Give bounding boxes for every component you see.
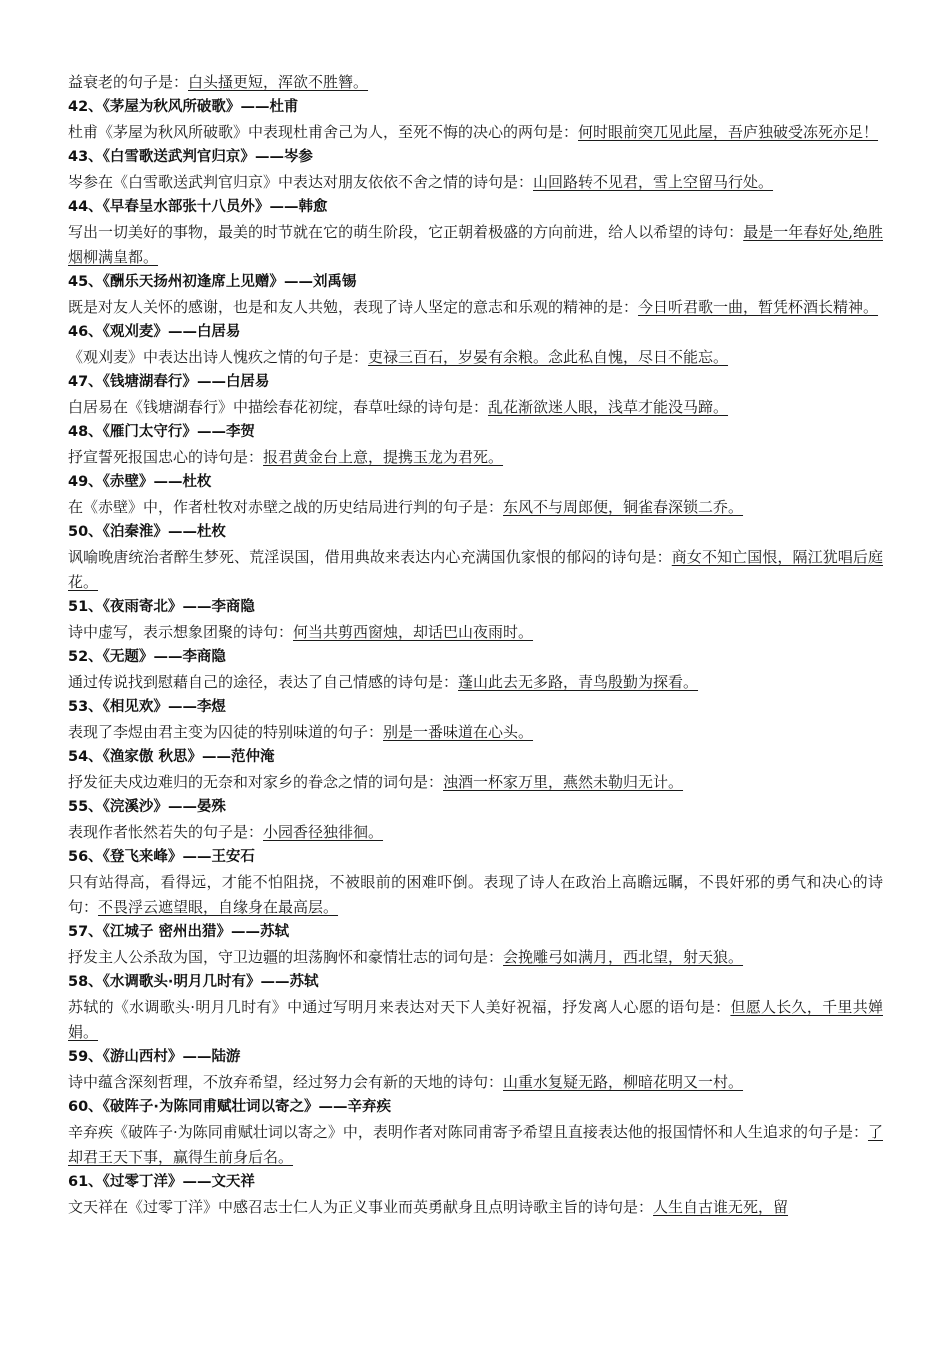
question-text: 通过传说找到慰藉自己的途径，表达了自己情感的诗句是： bbox=[68, 673, 459, 691]
entry-question bbox=[68, 345, 883, 370]
poem-title: 《赤壁》 bbox=[102, 474, 154, 490]
entry-question bbox=[68, 70, 883, 95]
entry-question bbox=[68, 770, 883, 795]
poem-author: ——岑参 bbox=[254, 149, 313, 165]
entry-question bbox=[68, 1070, 883, 1095]
entry-question bbox=[68, 545, 883, 595]
entry-number: 59、 bbox=[68, 1049, 103, 1065]
entry-heading bbox=[68, 195, 883, 220]
poem-title: 《登飞来峰》 bbox=[102, 849, 183, 865]
entry-question bbox=[68, 1120, 883, 1170]
poem-author: ——白居易 bbox=[196, 374, 270, 390]
entry-number: 50、 bbox=[68, 524, 103, 540]
poem-author: ——杜枚 bbox=[167, 524, 226, 540]
answer-text: 何当共剪西窗烛，却话巴山夜雨时。 bbox=[293, 623, 534, 641]
question-text: 辛弃疾《破阵子·为陈同甫赋壮词以寄之》中，表明作者对陈同甫寄予希望且直接表达他的报国情怀和人生追求的句子是： bbox=[68, 1123, 868, 1141]
poem-title: 《钱塘湖春行》 bbox=[102, 374, 197, 390]
poem-author: ——刘禹锡 bbox=[283, 274, 357, 290]
entry-question bbox=[68, 120, 883, 145]
entry-number: 56、 bbox=[68, 849, 103, 865]
question-text: 益衰老的句子是： bbox=[68, 73, 189, 91]
entry-heading bbox=[68, 845, 883, 870]
entry-question bbox=[68, 495, 883, 520]
poem-title: 《雁门太守行》 bbox=[102, 424, 197, 440]
question-text: 写出一切美好的事物，最美的时节就在它的萌生阶段，它正朝着极盛的方向前进，给人以希望的诗句： bbox=[68, 223, 744, 241]
entry-heading bbox=[68, 1045, 883, 1070]
answer-text: 报君黄金台上意，提携玉龙为君死。 bbox=[263, 448, 504, 466]
answer-text: 吏禄三百石，岁晏有余粮。念此私自愧，尽日不能忘。 bbox=[368, 348, 729, 366]
entry-question bbox=[68, 445, 883, 470]
poem-title: 《江城子 密州出猎》 bbox=[102, 924, 231, 940]
question-text: 岑参在《白雪歌送武判官归京》中表达对朋友依依不舍之情的诗句是： bbox=[68, 173, 534, 191]
entry-question bbox=[68, 170, 883, 195]
entry-heading bbox=[68, 320, 883, 345]
entry-heading bbox=[68, 920, 883, 945]
entry-number: 47、 bbox=[68, 374, 103, 390]
entry-number: 57、 bbox=[68, 924, 103, 940]
poem-author: ——李商隐 bbox=[153, 649, 226, 665]
answer-text: 商女不知亡国恨，隔江犹唱后庭花。 bbox=[68, 548, 883, 591]
entry-question bbox=[68, 720, 883, 745]
poem-title: 《早春呈水部张十八员外》 bbox=[102, 199, 270, 215]
poem-title: 《酬乐天扬州初逢席上见赠》 bbox=[102, 274, 284, 290]
entry-number: 54、 bbox=[68, 749, 103, 765]
entry-heading bbox=[68, 420, 883, 445]
entry-number: 46、 bbox=[68, 324, 103, 340]
answer-text: 白头搔更短，浑欲不胜簪。 bbox=[188, 73, 369, 91]
entry-number: 49、 bbox=[68, 474, 103, 490]
entry-heading bbox=[68, 370, 883, 395]
entry-heading bbox=[68, 645, 883, 670]
entry-heading bbox=[68, 145, 883, 170]
question-text: 《观刈麦》中表达出诗人愧疚之情的句子是： bbox=[68, 348, 369, 366]
answer-text: 东风不与周郎便，铜雀春深锁二乔。 bbox=[503, 498, 744, 516]
question-text: 既是对友人关怀的感谢，也是和友人共勉，表现了诗人坚定的意志和乐观的精神的是： bbox=[68, 298, 639, 316]
entry-question bbox=[68, 670, 883, 695]
poem-author: ——苏轼 bbox=[260, 974, 319, 990]
entry-heading bbox=[68, 470, 883, 495]
poem-title: 《渔家傲 秋思》 bbox=[102, 749, 202, 765]
question-text: 在《赤壁》中，作者杜牧对赤壁之战的历史结局进行判的句子是： bbox=[68, 498, 504, 516]
poem-title: 《夜雨寄北》 bbox=[102, 599, 183, 615]
entry-heading bbox=[68, 595, 883, 620]
poem-title: 《观刈麦》 bbox=[102, 324, 168, 340]
entry-question bbox=[68, 395, 883, 420]
poem-author: ——李商隐 bbox=[182, 599, 255, 615]
poem-title: 《泊秦淮》 bbox=[102, 524, 168, 540]
poem-author: ——杜枚 bbox=[153, 474, 212, 490]
answer-text: 不畏浮云遮望眼，自缘身在最高层。 bbox=[98, 898, 339, 916]
answer-text: 乱花渐欲迷人眼，浅草才能没马蹄。 bbox=[488, 398, 729, 416]
entry-heading bbox=[68, 795, 883, 820]
poem-author: ——杜甫 bbox=[240, 99, 299, 115]
entry-number: 55、 bbox=[68, 799, 103, 815]
answer-text: 但愿人长久，千里共婵娟。 bbox=[68, 998, 883, 1041]
poem-title: 《游山西村》 bbox=[102, 1049, 183, 1065]
entry-question bbox=[68, 820, 883, 845]
entry-question bbox=[68, 945, 883, 970]
question-text: 抒发主人公杀敌为国，守卫边疆的坦荡胸怀和豪情壮志的词句是： bbox=[68, 948, 504, 966]
question-text: 诗中虚写，表示想象团聚的诗句： bbox=[68, 623, 294, 641]
answer-text: 山回路转不见君，雪上空留马行处。 bbox=[533, 173, 774, 191]
question-text: 文天祥在《过零丁洋》中感召志士仁人为正义事业而英勇献身且点明诗歌主旨的诗句是： bbox=[68, 1198, 654, 1216]
entry-number: 53、 bbox=[68, 699, 103, 715]
entry-question bbox=[68, 620, 883, 645]
question-text: 苏轼的《水调歌头·明月几时有》中通过写明月来表达对天下人美好祝福，抒发离人心愿的语句是： bbox=[68, 998, 731, 1016]
entry-question bbox=[68, 870, 883, 920]
poem-author: ——韩愈 bbox=[269, 199, 328, 215]
entry-number: 61、 bbox=[68, 1174, 103, 1190]
answer-text: 最是一年春好处,绝胜烟柳满皇都。 bbox=[68, 223, 883, 266]
entry-heading bbox=[68, 520, 883, 545]
poem-author: ——李煜 bbox=[167, 699, 226, 715]
poem-title: 《茅屋为秋风所破歌》 bbox=[102, 99, 241, 115]
poem-title: 《无题》 bbox=[102, 649, 154, 665]
entry-number: 48、 bbox=[68, 424, 103, 440]
poem-author: ——李贺 bbox=[196, 424, 255, 440]
answer-text: 人生自古谁无死，留 bbox=[653, 1198, 789, 1216]
entry-number: 43、 bbox=[68, 149, 103, 165]
poem-author: ——范仲淹 bbox=[202, 749, 275, 765]
question-text: 只有站得高，看得远，才能不怕阻挠，不被眼前的困难吓倒。表现了诗人在政治上高瞻远瞩，不畏奸邪的勇气和决心的诗句： bbox=[68, 873, 883, 916]
poem-title: 《过零丁洋》 bbox=[102, 1174, 183, 1190]
entry-question bbox=[68, 995, 883, 1045]
poem-author: ——苏轼 bbox=[231, 924, 289, 940]
question-text: 讽喻晚唐统治者醉生梦死、荒淫误国，借用典故来表达内心充满国仇家恨的郁闷的诗句是： bbox=[68, 548, 672, 566]
question-text: 诗中蕴含深刻哲理，不放弃希望，经过努力会有新的天地的诗句： bbox=[68, 1073, 504, 1091]
poem-title: 《白雪歌送武判官归京》 bbox=[102, 149, 255, 165]
answer-text: 何时眼前突兀见此屋，吾庐独破受冻死亦足！ bbox=[578, 123, 879, 141]
poem-author: ——辛弃疾 bbox=[318, 1099, 391, 1115]
entry-number: 44、 bbox=[68, 199, 103, 215]
entry-heading bbox=[68, 695, 883, 720]
poem-title: 《相见欢》 bbox=[102, 699, 168, 715]
poem-author: ——陆游 bbox=[182, 1049, 241, 1065]
poem-title: 《浣溪沙》 bbox=[102, 799, 168, 815]
answer-text: 会挽雕弓如满月，西北望，射天狼。 bbox=[503, 948, 744, 966]
entry-question bbox=[68, 1195, 883, 1220]
document-page bbox=[68, 70, 883, 1220]
entry-number: 51、 bbox=[68, 599, 103, 615]
entry-heading bbox=[68, 1170, 883, 1195]
question-text: 表现了李煜由君主变为囚徒的特别味道的句子： bbox=[68, 723, 384, 741]
answer-text: 小园香径独徘徊。 bbox=[263, 823, 384, 841]
question-text: 杜甫《茅屋为秋风所破歌》中表现杜甫舍己为人，至死不悔的决心的两句是： bbox=[68, 123, 579, 141]
entry-question bbox=[68, 295, 883, 320]
poem-title: 《破阵子·为陈同甫赋壮词以寄之》 bbox=[102, 1099, 319, 1115]
poem-title: 《水调歌头·明月几时有》 bbox=[102, 974, 261, 990]
question-text: 抒发征夫戍边难归的无奈和对家乡的眷念之情的词句是： bbox=[68, 773, 444, 791]
entry-heading bbox=[68, 970, 883, 995]
entry-number: 42、 bbox=[68, 99, 103, 115]
poem-author: ——文天祥 bbox=[182, 1174, 255, 1190]
entry-heading bbox=[68, 745, 883, 770]
question-text: 抒宣誓死报国忠心的诗句是： bbox=[68, 448, 264, 466]
entry-number: 45、 bbox=[68, 274, 103, 290]
answer-text: 今日听君歌一曲，暂凭杯酒长精神。 bbox=[638, 298, 879, 316]
answer-text: 山重水复疑无路，柳暗花明又一村。 bbox=[503, 1073, 744, 1091]
entry-question bbox=[68, 220, 883, 270]
entry-heading bbox=[68, 1095, 883, 1120]
poem-author: ——王安石 bbox=[182, 849, 255, 865]
entry-number: 52、 bbox=[68, 649, 103, 665]
poem-author: ——晏殊 bbox=[167, 799, 226, 815]
answer-text: 了却君王天下事，赢得生前身后名。 bbox=[68, 1123, 883, 1166]
entry-heading bbox=[68, 270, 883, 295]
answer-text: 浊酒一杯家万里，燕然未勒归无计。 bbox=[443, 773, 684, 791]
answer-text: 别是一番味道在心头。 bbox=[383, 723, 534, 741]
entry-number: 58、 bbox=[68, 974, 103, 990]
entry-number: 60、 bbox=[68, 1099, 103, 1115]
entry-heading bbox=[68, 95, 883, 120]
question-text: 表现作者怅然若失的句子是： bbox=[68, 823, 264, 841]
poem-author: ——白居易 bbox=[167, 324, 241, 340]
question-text: 白居易在《钱塘湖春行》中描绘春花初绽，春草吐绿的诗句是： bbox=[68, 398, 489, 416]
answer-text: 蓬山此去无多路，青鸟殷勤为探看。 bbox=[458, 673, 699, 691]
